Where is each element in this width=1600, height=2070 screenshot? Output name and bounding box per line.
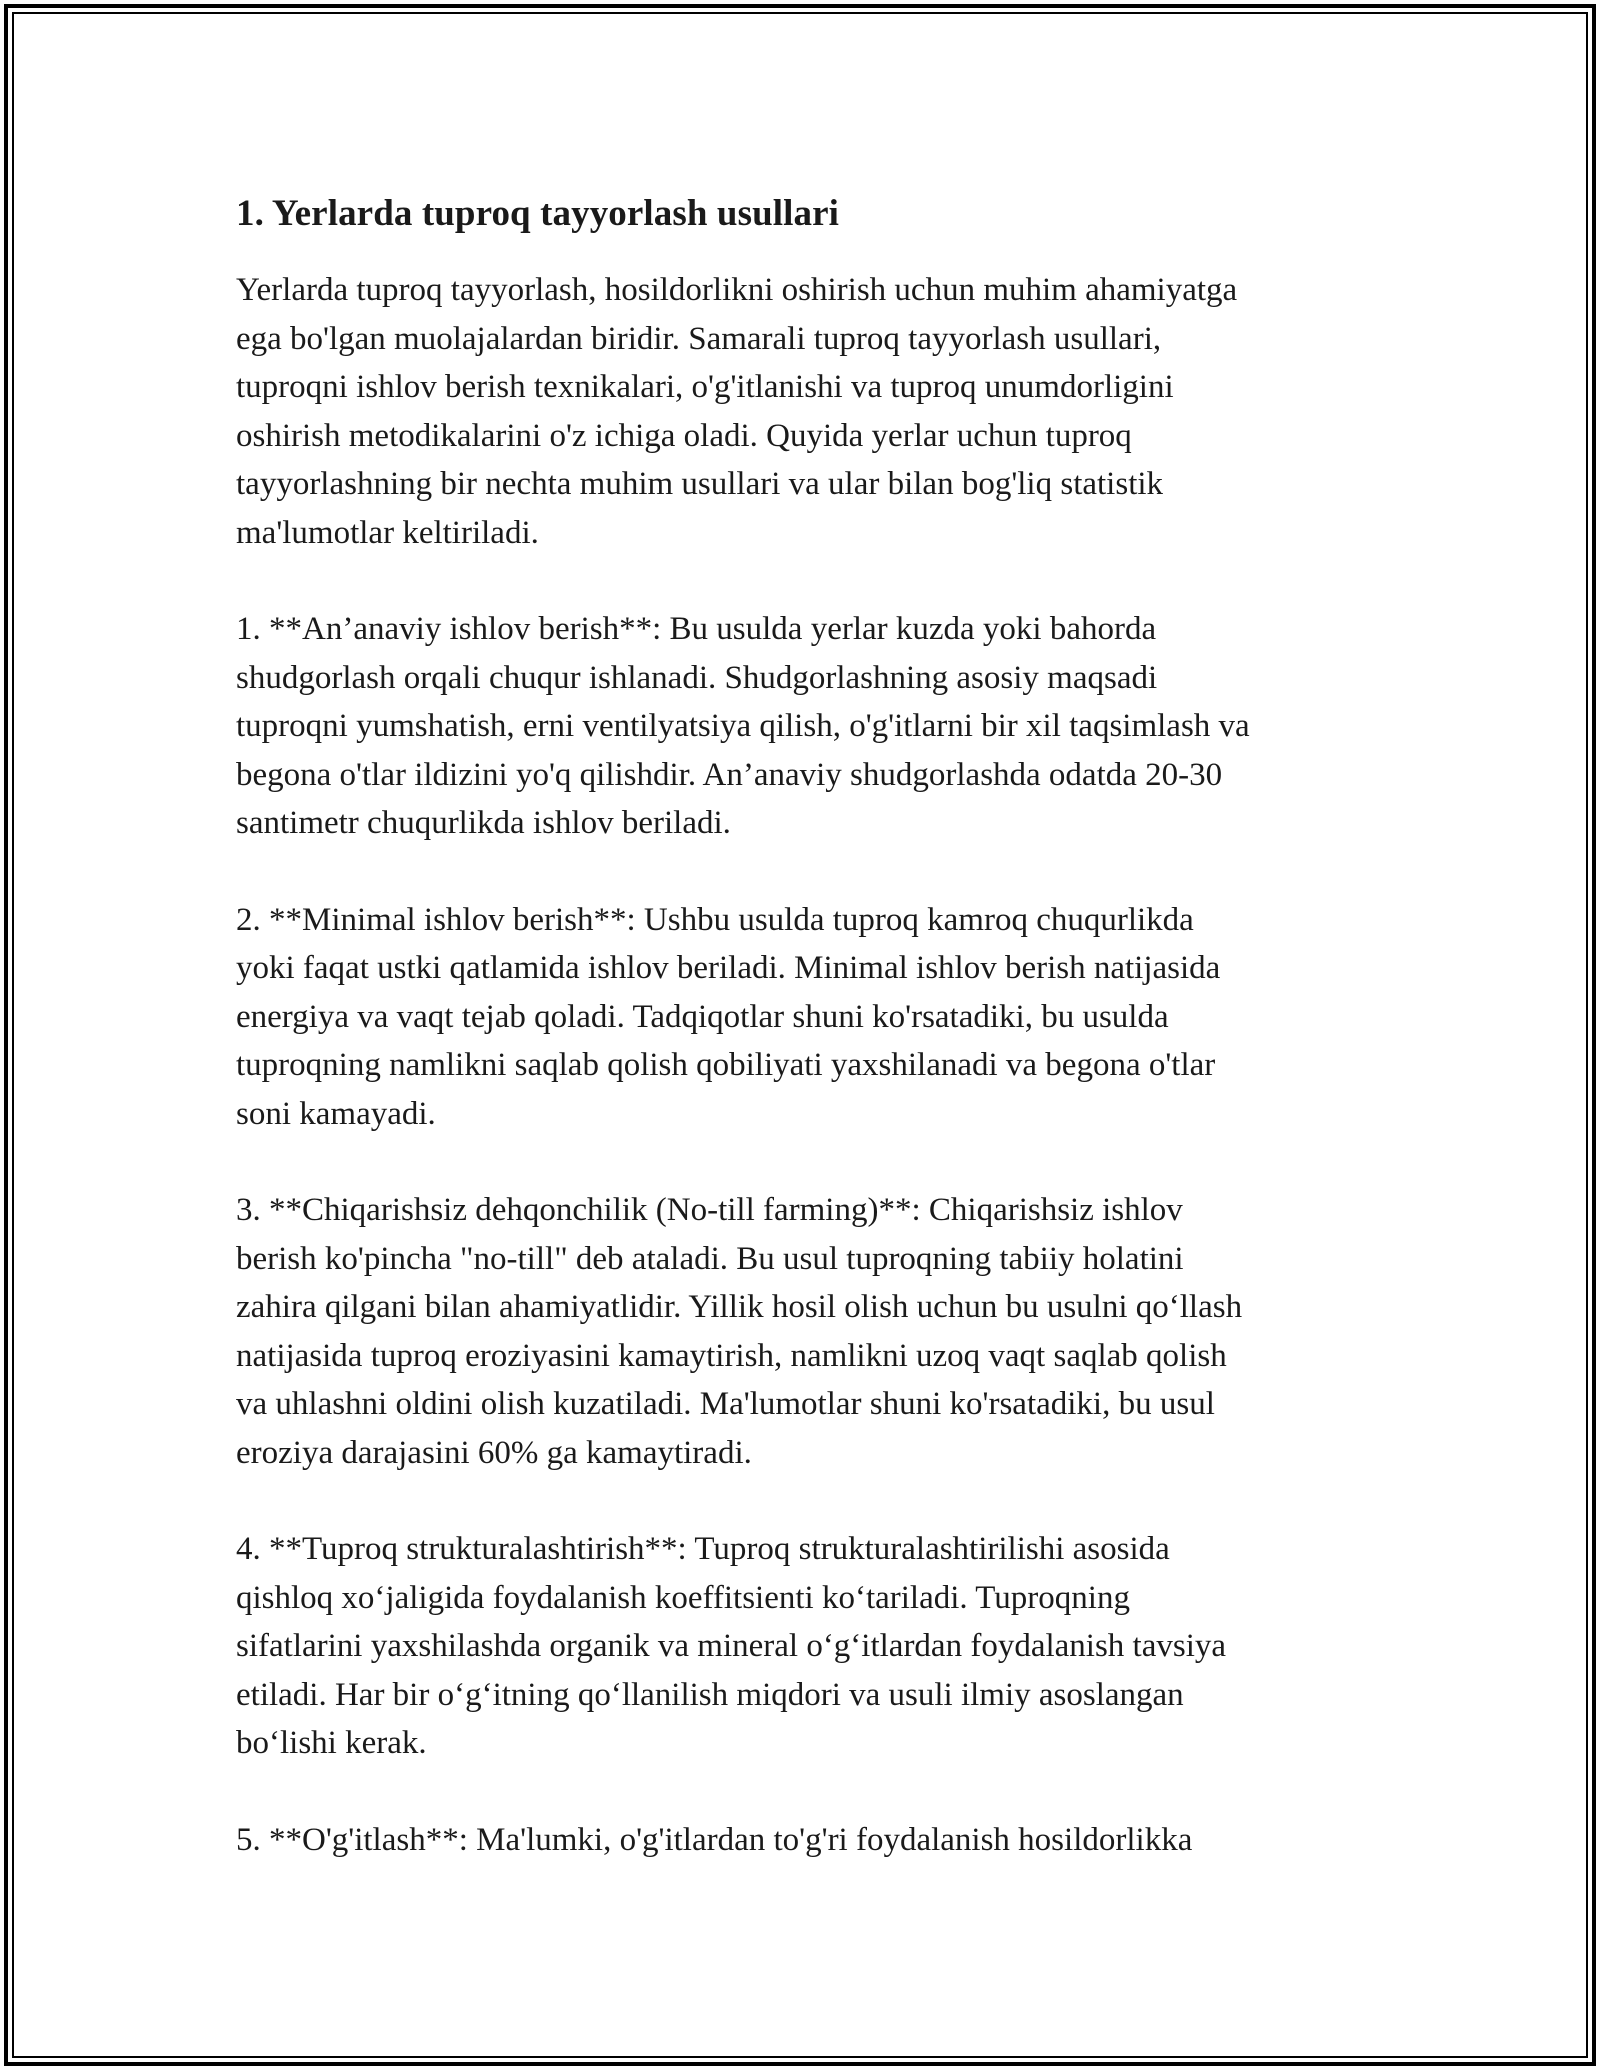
method-2-paragraph: 2. **Minimal ishlov berish**: Ushbu usulda tuproq kamroq chuqurlikda yoki faqat ustki qatlamida ishlov beriladi. Minimal ishlov berish natijasida energiya va vaqt tejab qoladi. Tadqiqotlar shuni ko'rsatadiki, bu usulda tuproqning namlikni saqlab qolish qobiliyati yaxshilanadi va begona o'tlar soni kamayadi. — [236, 901, 1221, 1132]
method-5-paragraph: 5. **O'g'itlash**: Ma'lumki, o'g'itlardan to'g'ri foydalanish hosildorlikka — [236, 1821, 1193, 1858]
method-1-paragraph: 1. **An’anaviy ishlov berish**: Bu usulda yerlar kuzda yoki bahorda shudgorlash orqali chuqur ishlanadi. Shudgorlashning asosiy maqsadi tuproqni yumshatish, erni ventilyatsiya qilish, o'g'itlarni bir xil taqsimlash va begona o'tlar ildizini yo'q qilishdir. An’anaviy shudgorlashda odatda 20-30 santimetr chuqurlikda ishlov beriladi. — [236, 611, 1250, 841]
intro-paragraph: Yerlarda tuproq tayyorlash, hosildorlikni oshirish uchun muhim ahamiyatga ega bo'lgan muolajalardan biridir. Samarali tuproq tayyorlash usullari, tuproqni ishlov berish texnikalari, o'g'itlanishi va tuproq unumdorligini oshirish metodikalarini o'z ichiga oladi. Quyida yerlar uchun tuproq tayyorlashning bir nechta muhim usullari va ular bilan bog'liq statistik ma'lumotlar keltiriladi. — [236, 272, 1238, 551]
document-body — [236, 188, 1376, 1912]
method-4-paragraph: 4. **Tuproq strukturalashtirish**: Tuproq strukturalashtirilishi asosida qishloq xo‘jaligida foydalanish koeffitsienti ko‘tariladi. Tuproqning sifatlarini yaxshilashda organik va mineral o‘g‘itlardan foydalanish tavsiya etiladi. Har bir o‘g‘itning qo‘llanilish miqdori va usuli ilmiy asoslangan bo‘lishi kerak. — [236, 1531, 1227, 1761]
section-heading: 1. Yerlarda tuproq tayyorlash usullari — [236, 193, 840, 234]
method-3-paragraph: 3. **Chiqarishsiz dehqonchilik (No-till farming)**: Chiqarishsiz ishlov berish ko'pincha "no-till" deb ataladi. Bu usul tuproqning tabiiy holatini zahira qilgani bilan ahamiyatlidir. Yillik hosil olish uchun bu usulni qo‘llash natijasida tuproq eroziyasini kamaytirish, namlikni uzoq vaqt saqlab qolish va uhlashni oldini olish kuzatiladi. Ma'lumotlar shuni ko'rsatadiki, bu usul eroziya darajasini 60% ga kamaytiradi. — [236, 1192, 1243, 1471]
